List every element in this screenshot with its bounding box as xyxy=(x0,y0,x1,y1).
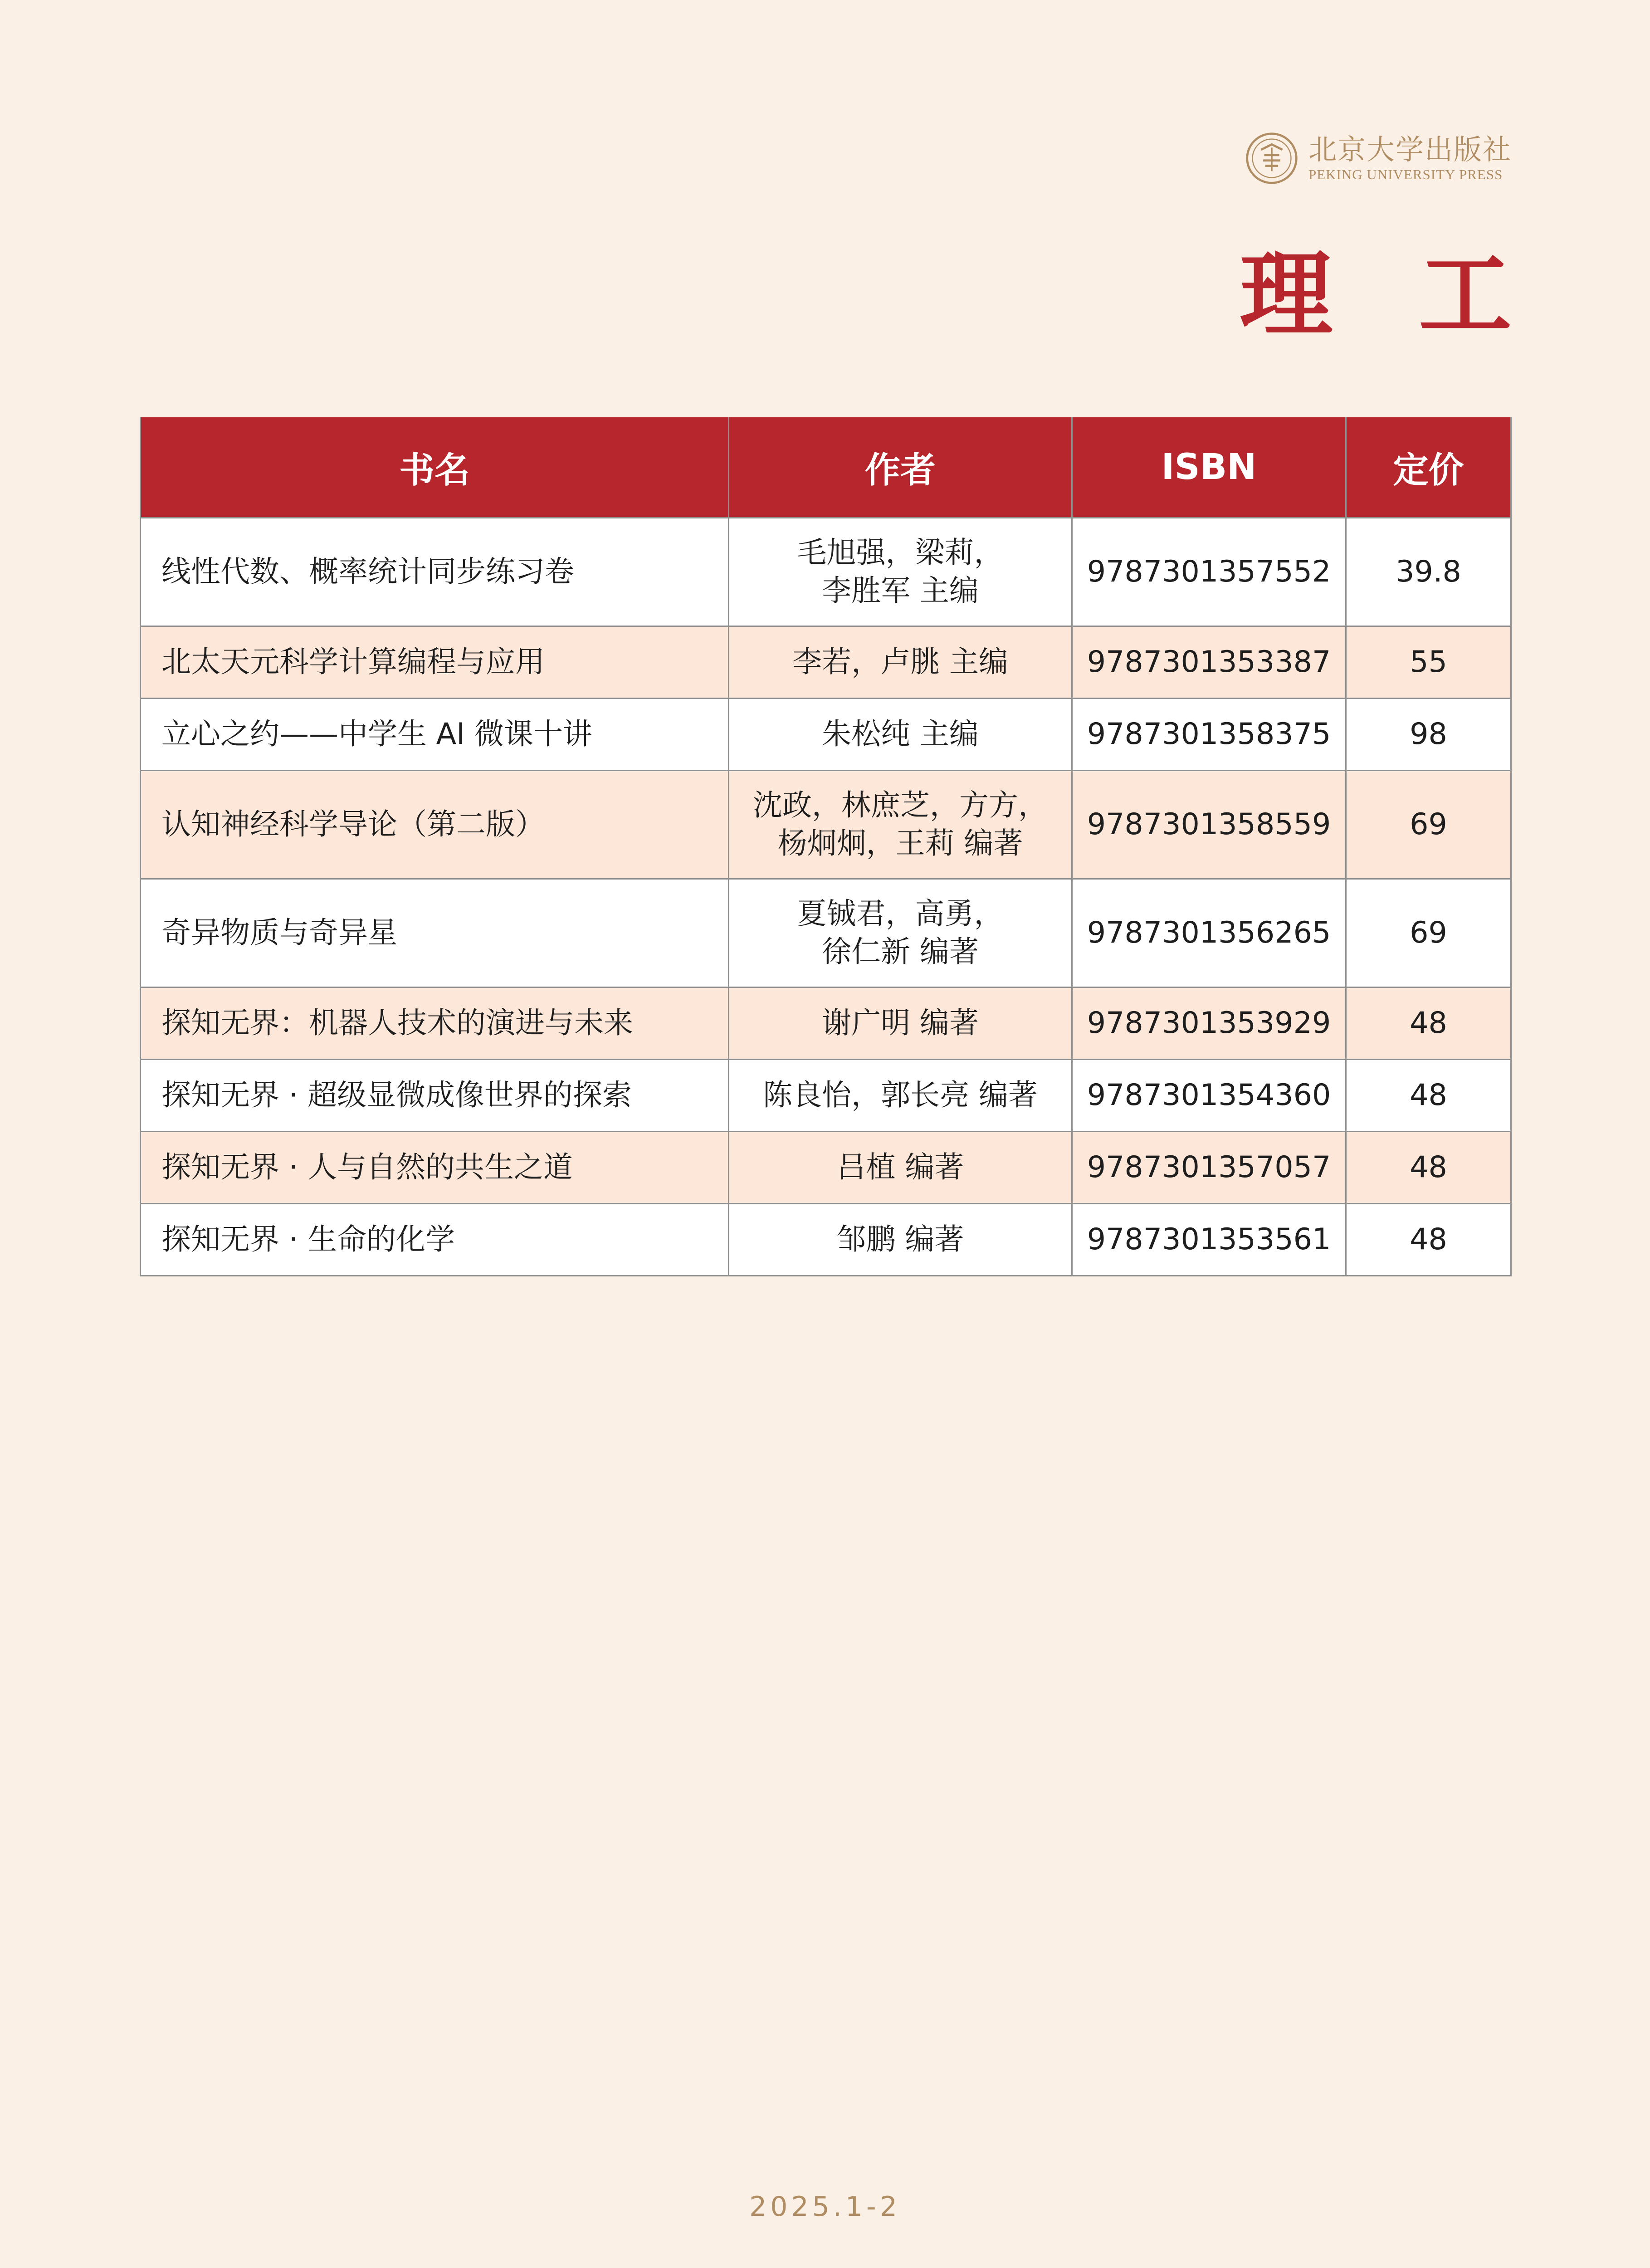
book-isbn: 9787301353929 xyxy=(1072,987,1346,1060)
author-line: 沈政，林庶芝，方方， xyxy=(752,788,1048,822)
author-line: 杨炯炯，王莉 编著 xyxy=(777,826,1023,860)
table-row xyxy=(141,1060,1511,1132)
header-isbn: ISBN xyxy=(1072,417,1346,518)
book-title: 探知无界 · 生命的化学 xyxy=(141,1204,729,1276)
book-author xyxy=(729,879,1072,987)
book-price: 55 xyxy=(1346,626,1511,699)
author-line: 吕植 编著 xyxy=(836,1150,964,1184)
publisher-name-en: PEKING UNIVERSITY PRESS xyxy=(1308,166,1503,182)
book-author xyxy=(729,987,1072,1060)
pku-seal-icon xyxy=(1245,132,1299,185)
book-title: 探知无界 · 人与自然的共生之道 xyxy=(141,1132,729,1204)
book-isbn: 9787301358375 xyxy=(1072,699,1346,771)
table-row xyxy=(141,771,1511,879)
author-line: 李若，卢朓 主编 xyxy=(792,645,1008,679)
author-line: 邹鹏 编著 xyxy=(836,1222,964,1256)
book-price: 39.8 xyxy=(1346,518,1511,626)
table-row xyxy=(141,1132,1511,1204)
book-author xyxy=(729,1132,1072,1204)
book-isbn: 9787301353561 xyxy=(1072,1204,1346,1276)
header-title: 书名 xyxy=(141,417,729,518)
table-row xyxy=(141,518,1511,626)
book-title: 北太天元科学计算编程与应用 xyxy=(141,626,729,699)
table-row xyxy=(141,626,1511,699)
table-row xyxy=(141,987,1511,1060)
book-author xyxy=(729,771,1072,879)
book-price: 48 xyxy=(1346,1132,1511,1204)
book-title: 认知神经科学导论（第二版） xyxy=(141,771,729,879)
book-author xyxy=(729,1204,1072,1276)
table-row xyxy=(141,1204,1511,1276)
book-price: 48 xyxy=(1346,987,1511,1060)
book-isbn: 9787301353387 xyxy=(1072,626,1346,699)
book-title: 线性代数、概率统计同步练习卷 xyxy=(141,518,729,626)
book-author xyxy=(729,518,1072,626)
page-footer: 2025.1-2 xyxy=(749,2191,901,2223)
table-row xyxy=(141,699,1511,771)
book-title: 奇异物质与奇异星 xyxy=(141,879,729,987)
author-line: 徐仁新 编著 xyxy=(822,935,979,969)
book-title: 探知无界：机器人技术的演进与未来 xyxy=(141,987,729,1060)
book-title: 探知无界 · 超级显微成像世界的探索 xyxy=(141,1060,729,1132)
author-line: 毛旭强，梁莉， xyxy=(797,536,1004,570)
book-title: 立心之约——中学生 AI 微课十讲 xyxy=(141,699,729,771)
book-price: 98 xyxy=(1346,699,1511,771)
author-line: 朱松纯 主编 xyxy=(822,717,979,751)
author-line: 谢广明 编著 xyxy=(822,1006,979,1040)
header-price: 定价 xyxy=(1346,417,1511,518)
table-header-row xyxy=(141,417,1511,518)
book-price: 69 xyxy=(1346,879,1511,987)
book-isbn: 9787301358559 xyxy=(1072,771,1346,879)
book-isbn: 9787301354360 xyxy=(1072,1060,1346,1132)
book-table xyxy=(140,417,1512,1276)
book-author xyxy=(729,626,1072,699)
book-isbn: 9787301357552 xyxy=(1072,518,1346,626)
page-title: 理工 xyxy=(1240,240,1598,349)
book-isbn: 9787301357057 xyxy=(1072,1132,1346,1204)
book-author xyxy=(729,1060,1072,1132)
book-price: 48 xyxy=(1346,1204,1511,1276)
publisher-name-cn: 北京大学出版社 xyxy=(1308,133,1512,166)
book-isbn: 9787301356265 xyxy=(1072,879,1346,987)
book-price: 69 xyxy=(1346,771,1511,879)
author-line: 夏铖君，高勇， xyxy=(797,897,1004,931)
author-line: 李胜军 主编 xyxy=(822,574,979,608)
author-line: 陈良怡，郭长亮 编著 xyxy=(763,1078,1038,1112)
table-row xyxy=(141,879,1511,987)
book-price: 48 xyxy=(1346,1060,1511,1132)
header-author: 作者 xyxy=(729,417,1072,518)
book-author xyxy=(729,699,1072,771)
publisher-logo xyxy=(1245,132,1512,185)
